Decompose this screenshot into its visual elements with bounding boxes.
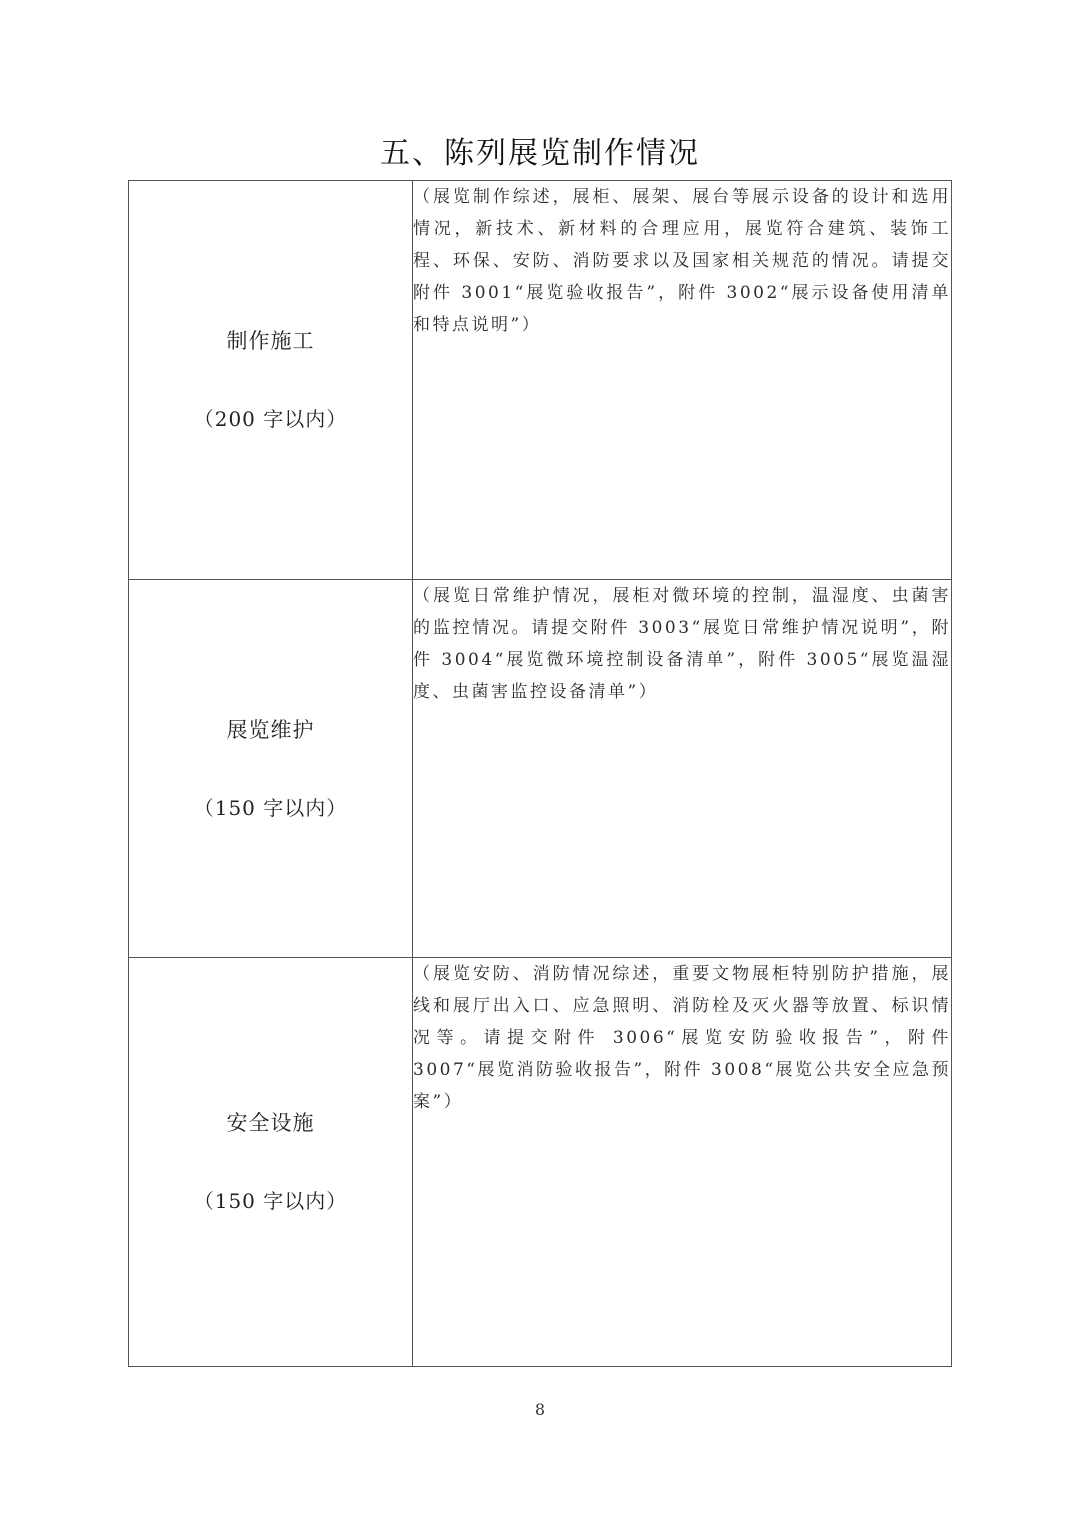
maintenance-content-cell[interactable] [413,580,952,958]
word-limit-note: （200 字以内） [193,407,348,431]
section-label: 制作施工 [226,329,315,353]
section-label: 安全设施 [226,1111,315,1135]
production-label-cell [129,181,413,580]
page-title: 五、陈列展览制作情况 [380,136,700,171]
page-number: 8 [534,1400,546,1419]
production-content-cell[interactable] [413,181,952,580]
word-limit-note: （150 字以内） [193,795,348,820]
safety-content-cell[interactable] [413,958,952,1367]
table-row-maintenance [129,580,952,958]
safety-label-cell [129,958,413,1367]
maintenance-label-cell [129,580,413,958]
instruction-text: （展览制作综述，展柜、展架、展台等展示设备的设计和选用情况，新技术、新材料的合理应用，展览符合建筑、装饰工程、环保、安防、消防要求以及国家相关规范的情况。请提交附件 3001“展览验收报告”，附件 3002“展示设备使用清单和特点说明”） [413,187,951,335]
exhibition-production-table [128,180,952,1367]
section-label: 展览维护 [226,717,315,742]
word-limit-note: （150 字以内） [193,1189,348,1213]
table-row-safety [129,958,952,1367]
instruction-text: （展览日常维护情况，展柜对微环境的控制，温湿度、虫菌害的监控情况。请提交附件 3003“展览日常维护情况说明”，附件 3004“展览微环境控制设备清单”，附件 3005“展览温湿度、虫菌害监控设备清单”） [413,586,951,702]
table-row-production [129,181,952,580]
instruction-text: （展览安防、消防情况综述，重要文物展柜特别防护措施，展线和展厅出入口、应急照明、消防栓及灭火器等放置、标识情况等。请提交附件 3006“展览安防验收报告”，附件 3007“展览消防验收报告”，附件 3008“展览公共安全应急预案”） [413,964,952,1112]
